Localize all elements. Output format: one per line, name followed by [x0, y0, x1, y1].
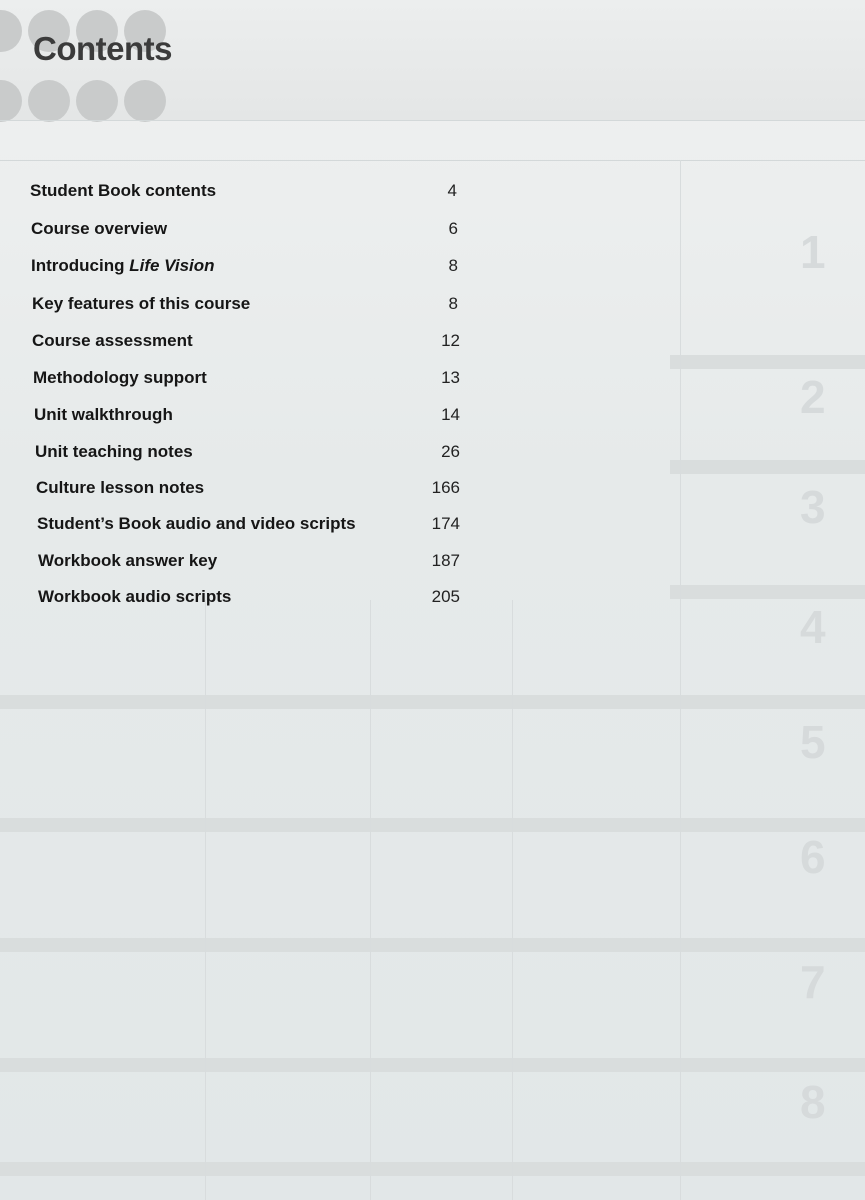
- toc-item-methodology-support[interactable]: [33, 363, 460, 393]
- toc-page-number: 8: [448, 294, 458, 313]
- toc-label: Culture lesson notes: [36, 478, 205, 497]
- toc-item-key-features[interactable]: [32, 289, 458, 319]
- toc-label: Course overview: [31, 219, 168, 238]
- page-title: Contents: [33, 30, 172, 67]
- toc-page-number: 14: [441, 405, 460, 424]
- toc-item-course-overview[interactable]: [31, 214, 458, 244]
- toc-item-introducing-life-vision[interactable]: [31, 251, 458, 281]
- toc-item-unit-walkthrough[interactable]: [34, 400, 460, 430]
- toc-label-italic: Life Vision: [129, 256, 215, 275]
- toc-page-number: 6: [448, 219, 458, 238]
- toc-page-number: 4: [447, 181, 457, 200]
- toc-item-student-book-contents[interactable]: [30, 176, 457, 206]
- toc-label: Methodology support: [33, 368, 207, 387]
- toc-label: Unit teaching notes: [35, 442, 193, 461]
- toc-page-number: 12: [441, 331, 460, 350]
- toc-page-number: 205: [431, 587, 460, 606]
- toc-label: Workbook answer key: [38, 551, 218, 570]
- toc-item-culture-lesson-notes[interactable]: [36, 473, 460, 503]
- toc-page-number: 26: [441, 442, 460, 461]
- toc-item-workbook-audio-scripts[interactable]: [38, 582, 460, 612]
- toc-page-number: 187: [431, 551, 460, 570]
- toc-page-number: 166: [431, 478, 460, 497]
- toc-page-number: 174: [431, 514, 460, 533]
- toc-page-number: 8: [448, 256, 458, 275]
- toc-label: Course assessment: [32, 331, 193, 350]
- toc-label: Student’s Book audio and video scripts: [37, 514, 356, 533]
- toc-label-prefix: Introducing: [31, 256, 130, 275]
- toc-item-unit-teaching-notes[interactable]: [35, 437, 460, 467]
- toc-label: Unit walkthrough: [34, 405, 173, 424]
- toc-label: Student Book contents: [30, 181, 217, 200]
- toc-label: Key features of this course: [32, 294, 251, 313]
- toc-label: [31, 256, 215, 276]
- toc-item-workbook-answer-key[interactable]: [38, 546, 460, 576]
- toc-item-students-book-scripts[interactable]: [37, 509, 460, 539]
- toc-page-number: 13: [441, 368, 460, 387]
- toc-item-course-assessment[interactable]: [32, 326, 460, 356]
- toc-label: Workbook audio scripts: [38, 587, 232, 606]
- show-through-table: 1 2 3 4 5 6 7 8: [0, 0, 865, 1200]
